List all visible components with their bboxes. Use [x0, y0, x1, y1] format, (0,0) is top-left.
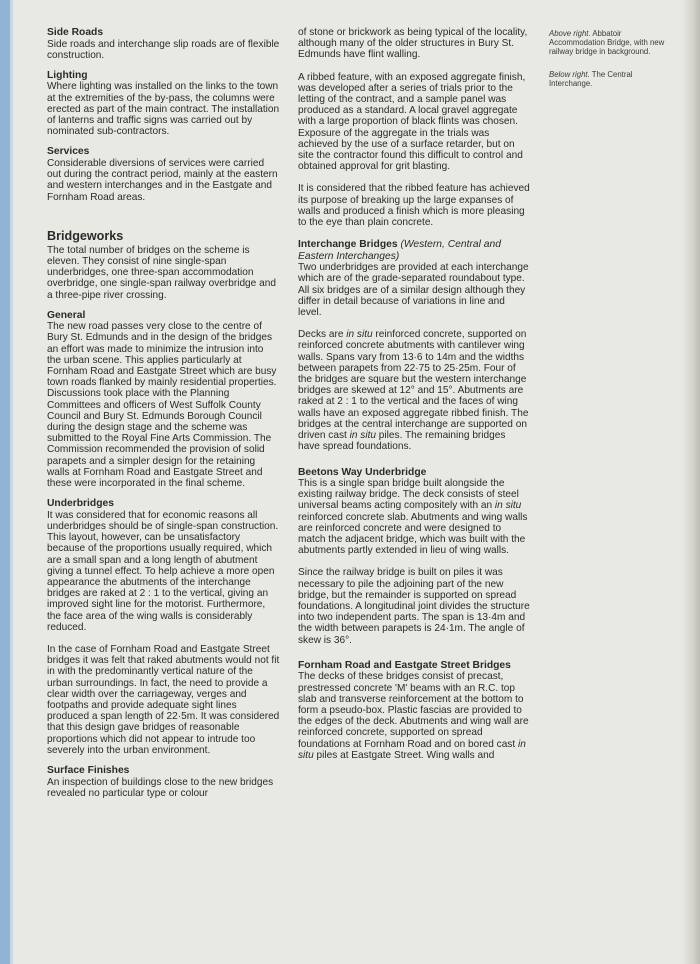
section-interchange-bridges [298, 239, 530, 452]
beetons-body-1-italic: in situ [494, 500, 522, 512]
interchange-body-2-part-c: piles. The remaining bridges have spread foundations. [298, 430, 506, 453]
page-edge-right [682, 0, 700, 964]
fornham-body [298, 671, 530, 761]
interchange-body-2-part-b: reinforced concrete, supported on reinforced concrete abutments with cantilever wing walls. Spans vary from 13·6 to 14m and the widths between parapets from 22·75 to 25·25m. Four of the bridges are square but the western interchange bridges are skewed at 12° and 15°. Abutments are raked at 2 : 1 to the vertical and the faces of wing walls have an exposed aggregate ribbed finish. The bridges at the central interchange are supported on driven cast [298, 329, 529, 442]
section-services [47, 146, 280, 202]
general-heading: General [47, 309, 86, 321]
side-roads-body: Side roads and interchange slip roads are of flexible construction. [47, 38, 280, 61]
general-body: The new road passes very close to the centre of Bury St. Edmunds and in the design of the bridges an effort was made to minimize the intrusion into the urban scene. This applies particularly at Fornham Road and Eastgate Street which are busy town roads flanked by mainly residential properties. Discussions took place with the Planning Committees and officers of West Suffolk County Council and Bury St. Edmunds Borough Council during the design stage and the scheme was submitted to the Royal Fine Arts Commission. The Commission recommended the provision of solid parapets and a simpler design for the retaining walls at Fornham Road and Eastgate Street and these were incorporated in the final scheme. [47, 321, 277, 490]
fornham-body-italic: in situ [298, 738, 526, 761]
ribbed-feature-paragraph-2: It is considered that the ribbed feature has achieved its purpose of breaking up the large expanses of walls and produced a finish which is more pleasing to the eye than plain concrete. [298, 183, 530, 229]
caption-above-label: Above right. [549, 29, 591, 38]
section-fornham-eastgate [298, 660, 530, 761]
beetons-body-2: Since the railway bridge is built on piles it was necessary to pile the adjoining part of the new bridge, but the remainder is supported on spread foundations. A longitudinal joint divides the structure into two independent parts. The span is 13·4m and the width between parapets is 24·1m. The angle of skew is 36°. [298, 567, 530, 646]
page-edge-left [0, 0, 10, 964]
interchange-body-2-italic-2: in situ [349, 430, 376, 442]
side-roads-heading: Side Roads [47, 27, 104, 38]
column-captions [549, 29, 669, 102]
interchange-body-1: Two underbridges are provided at each interchange which are of the grade-separated roundabout type. All six bridges are of a similar design although they differ in detail because of variations in line and level. [298, 262, 529, 319]
beetons-heading: Beetons Way Underbridge [298, 466, 427, 478]
fornham-heading: Fornham Road and Eastgate Street Bridges [298, 659, 511, 671]
interchange-heading-note: (Western, Central and Eastern Interchanges) [298, 239, 501, 262]
caption-below-text: The Central Interchange. [549, 70, 633, 88]
fornham-body-part-b: piles at Eastgate Street. Wing walls and [313, 749, 495, 761]
column-middle [298, 27, 530, 761]
ribbed-feature-paragraph-1: A ribbed feature, with an exposed aggregate finish, was developed after a series of trials prior to the letting of the contract, and a sample panel was produced as a standard. A local gravel aggregate with a large proportion of black flints was chosen. Exposure of the aggregate in the trials was achieved by the use of a surface retarder, but on site the contractor found this difficult to control and obtained approval for grit blasting. [298, 71, 526, 173]
bridgeworks-heading: Bridgeworks [47, 228, 124, 243]
fornham-body-part-a: The decks of these bridges consist of precast, prestressed concrete 'M' beams with an R.C. top slab and transverse reinforcement at the bottom to form a pseudo-box. Plastic fascias are provided to the edges of the deck. Abutments and wing wall are reinforced concrete, supported on spread foundations at Fornham Road and on bored cast [298, 671, 529, 750]
column-left [47, 27, 280, 799]
caption-below-label: Below right. [549, 70, 590, 79]
caption-above-text: Abbatoir Accommodation Bridge, with new railway bridge in background. [549, 29, 665, 56]
bridgeworks-body: The total number of bridges on the scheme is eleven. They consist of nine single-span underbridges, one three-span accommodation overbridge, one single-span railway overbridge and a three-pipe river crossing. [47, 244, 276, 301]
beetons-body-1-part-a: This is a single span bridge built alongside the existing railway bridge. The deck consists of steel universal beams acting compositely with an [298, 478, 519, 512]
lighting-heading: Lighting [47, 69, 88, 81]
section-underbridges [47, 498, 280, 756]
surface-finishes-continuation: of stone or brickwork as being typical of the locality, although many of the older structures in Bury St. Edmunds have flint walling. [298, 27, 528, 61]
surface-finishes-heading: Surface Finishes [47, 765, 130, 777]
underbridges-body-1: It was considered that for economic reasons all underbridges should be of single-span construction. This layout, however, can be unsatisfactory because of the proportions usually required, which are a small span and a long length of abutment giving a tunnel effect. To help achieve a more open appearance the abutments of the interchange bridges are raked at 2 : 1 to the vertical, giving an improved sight line for the motorist. Furthermore, the face area of the wing walls is considerably reduced. [47, 509, 279, 633]
page-edge-left-inner [10, 0, 13, 964]
beetons-body-1-part-b: reinforced concrete slab. Abutments and wing walls are reinforced concrete and were designed to match the adjacent bridge, which was built with the abutments partly extended in lieu of wing walls. [298, 511, 528, 557]
section-general [47, 310, 280, 490]
interchange-body-2-part-a: Decks are [298, 329, 347, 341]
section-lighting [47, 70, 280, 138]
section-beetons-way [298, 467, 530, 646]
underbridges-heading: Underbridges [47, 498, 114, 510]
interchange-body-2 [298, 329, 530, 452]
interchange-heading-title: Interchange Bridges [298, 239, 398, 251]
lighting-body: Where lighting was installed on the links to the town at the extremities of the by-pass, the columns were erected as part of the main contract. The installation of lanterns and traffic signs was carried out by nominated sub-contractors. [47, 81, 280, 138]
section-bridgeworks [47, 229, 280, 301]
services-body: Considerable diversions of services were carried out during the contract period, mainly at the eastern and western interchanges and in the Eastgate and Fornham Road areas. [47, 157, 278, 203]
section-side-roads [47, 27, 280, 61]
caption-below-right [549, 70, 669, 88]
surface-finishes-body: An inspection of buildings close to the new bridges revealed no particular type or colour [47, 776, 274, 799]
caption-above-right [549, 29, 669, 56]
section-surface-finishes [47, 765, 280, 799]
beetons-body-1 [298, 478, 530, 556]
underbridges-body-2: In the case of Fornham Road and Eastgate Street bridges it was felt that raked abutments would not fit in with the predominantly vertical nature of the urban surroundings. In fact, the need to provide a clear width over the carriageway, verges and footpaths and provide adequate sight lines produced a span length of 22·5m. It was considered that this design gave bridges of reasonable proportions which did not appear to intrude too severely into the urban environment. [47, 644, 280, 756]
interchange-heading [298, 239, 530, 262]
services-heading: Services [47, 146, 90, 158]
interchange-body-2-italic: in situ [346, 329, 373, 341]
